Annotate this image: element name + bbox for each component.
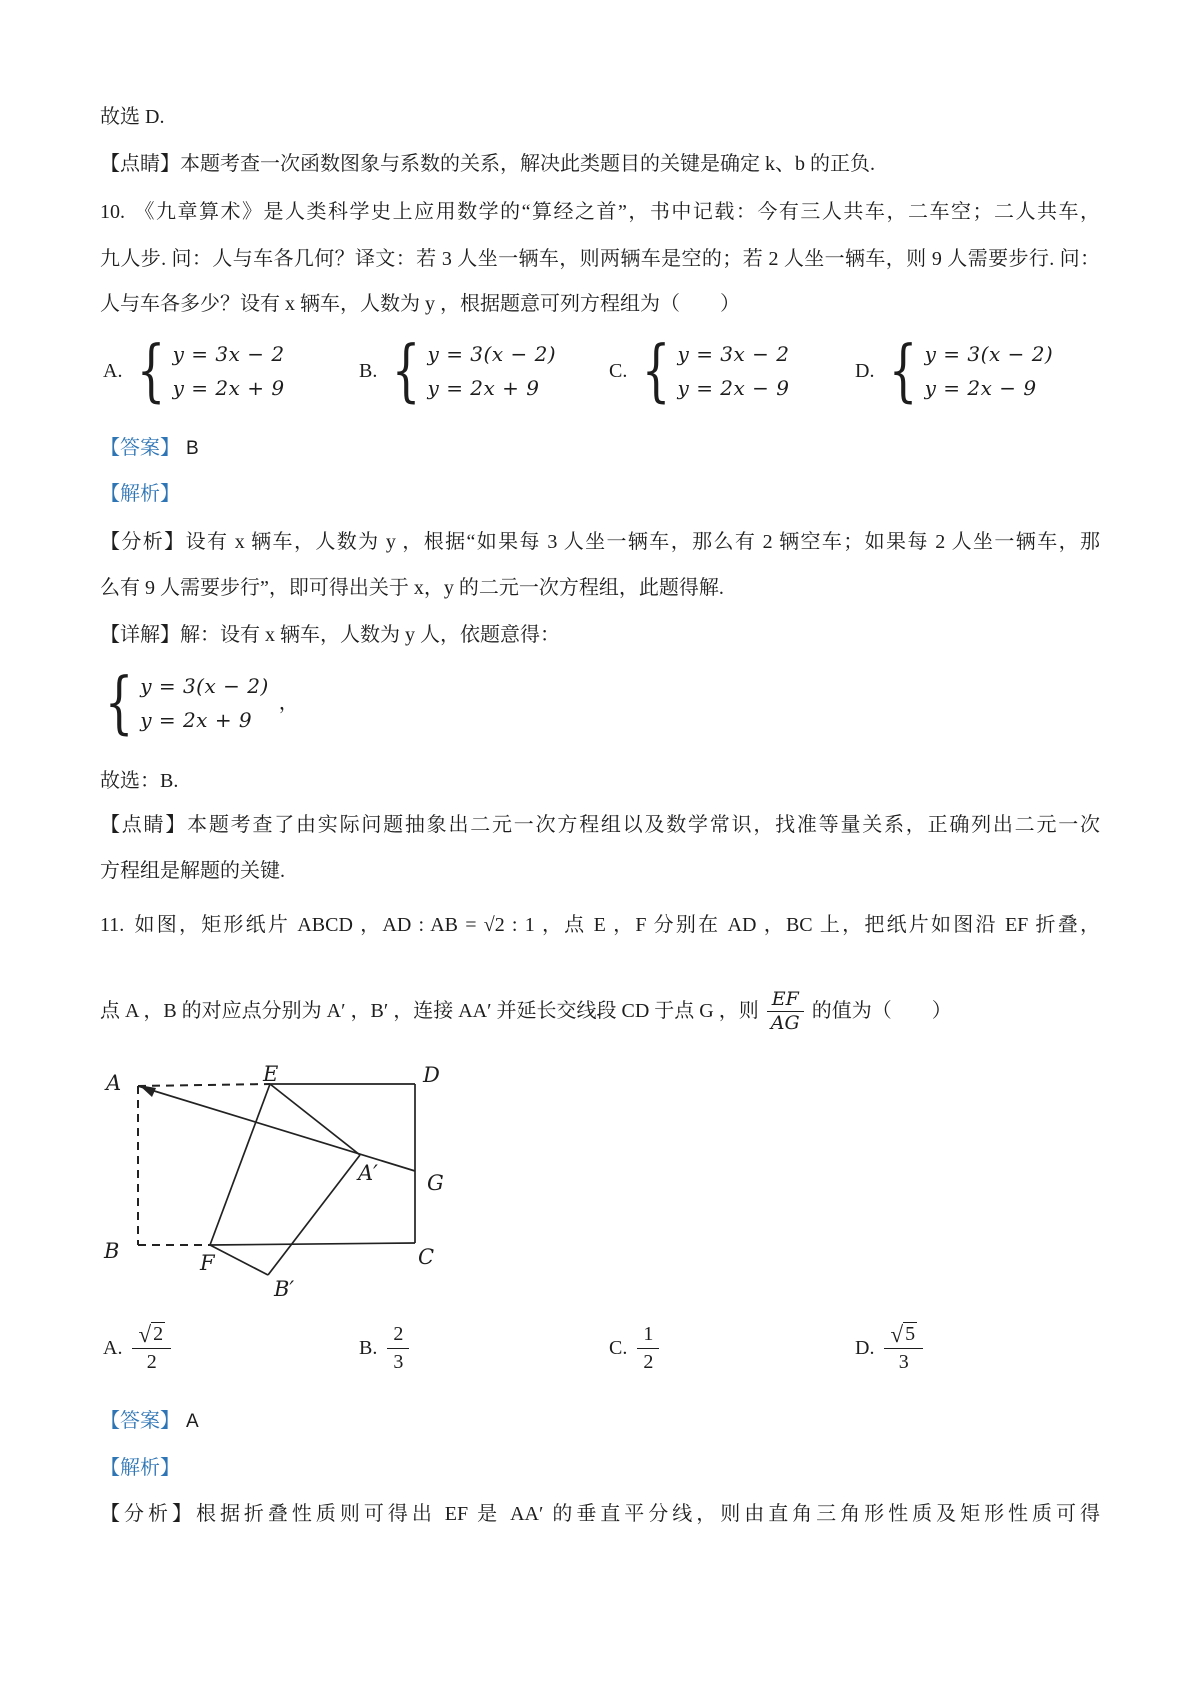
fraction: √ 2 2: [132, 1322, 171, 1374]
q10-options-row: [103, 331, 1103, 411]
figure-label-c: C: [418, 1245, 435, 1269]
figure-label-a-prime: A′: [358, 1161, 378, 1185]
q11-option-a: A. √ 2 2: [103, 1311, 171, 1385]
q10-note-line2: 方程组是解题的关键.: [100, 860, 285, 882]
q11-option-c: C. $\frac{1}{2}$: [609, 1311, 659, 1385]
q11-option-d: D. √ 5 3: [855, 1311, 923, 1385]
figure-label-g: G: [427, 1171, 444, 1195]
figure-segment-A-prime-B-prime: [268, 1155, 360, 1275]
brace-glyph: {: [104, 663, 134, 743]
sqrt-icon: √: [890, 1322, 904, 1348]
figure-segment-EA-prime: [270, 1084, 360, 1155]
q11-answer-line: [100, 1408, 1100, 1435]
q11-jiexi-line: [100, 1455, 1100, 1481]
dianjing-label: 【点睛】: [100, 153, 180, 175]
q10-detail-system: [100, 663, 1100, 743]
prev-note: 【点睛】本题考查一次函数图象与系数的关系，解决此类题目的关键是确定 k、b 的正负.: [100, 153, 875, 175]
figure-label-d: D: [423, 1063, 440, 1087]
q10-option-b: B. { y = 3(x − 2) y = 2x + 9: [359, 331, 557, 411]
q10-xiangjie-line: 【详解】解：设有 x 辆车，人数为 y 人，依题意得：: [100, 624, 560, 646]
q10-stem-line1: 10. 《九章算术》是人类科学史上应用数学的“算经之首”，书中记载：今有三人共车，二车空；二人共车，: [100, 201, 1100, 223]
system-tail-comma: ，: [278, 692, 299, 714]
q10-stem-line3: 人与车各多少？设有 x 辆车，人数为 y ，根据题意可列方程组为（ ）: [100, 293, 740, 315]
q10-fenxi-line1: 【分析】设有 x 辆车，人数为 y ，根据“如果每 3 人坐一辆车，那么有 2 辆空车；如果每 2 人坐一辆车，那: [100, 531, 1100, 553]
q11-number: 11.: [100, 914, 125, 936]
answer-value: B: [186, 438, 199, 459]
q10-number: 10.: [100, 201, 125, 223]
jiexi-label: 【解析】: [100, 483, 180, 505]
equation-system: { y = 3(x − 2) y = 2x − 9: [889, 331, 1054, 411]
brace-glyph: {: [137, 331, 166, 411]
inline-fraction-ef-ag: $\frac{EF}{AG}$: [767, 989, 804, 1034]
q11-figure: [100, 1058, 462, 1310]
equation-system: { y = 3x − 2 y = 2x + 9: [137, 331, 285, 411]
q10-jiexi-line: [100, 481, 1100, 507]
fenxi-label: 【分析】: [100, 1503, 196, 1525]
q10-option-c: C. { y = 3x − 2 y = 2x − 9: [609, 331, 790, 411]
fenxi-label: 【分析】: [100, 531, 186, 553]
q10-option-a: A. { y = 3x − 2 y = 2x + 9: [103, 331, 285, 411]
prev-conclusion: 故选 D.: [100, 106, 165, 128]
fraction: $\frac{1}{2}$: [637, 1323, 659, 1374]
figure-edge-AE-dashed: [138, 1084, 270, 1086]
figure-segment-AG: [138, 1086, 415, 1171]
figure-label-b-prime: B′: [274, 1277, 295, 1301]
answer-label: 【答案】: [100, 1410, 180, 1432]
q11-stem-line2: 点 A ，B 的对应点分别为 A′ ，B′ ，连接 AA′ 并延长交线段 CD 于点 G ，则 $\frac{EF}{AG}$ 的值为（ ）: [100, 987, 952, 1034]
q10-fenxi-line2: 么有 9 人需要步行”，即可得出关于 x，y 的二元一次方程组，此题得解.: [100, 577, 724, 599]
q11-fenxi-line: 【分析】根据折叠性质则可得出 EF 是 AA′ 的垂直平分线，则由直角三角形性质及矩形性质可得: [100, 1503, 1101, 1525]
figure-arrowhead-at-A: [139, 1085, 156, 1097]
brace-glyph: {: [642, 331, 671, 411]
dianjing-label: 【点睛】: [100, 814, 188, 836]
q10-stem-line2: 九人步. 问：人与车各几何？译文：若 3 人坐一辆车，则两辆车是空的；若 2 人坐一辆车，则 9 人需要步行. 问：: [100, 248, 1100, 270]
figure-fold-EF: [210, 1084, 270, 1245]
brace-glyph: {: [392, 331, 421, 411]
answer-value: A: [186, 1411, 199, 1432]
q10-note-line1: 【点睛】本题考查了由实际问题抽象出二元一次方程组以及数学常识，找准等量关系，正确列出二元一次: [100, 814, 1101, 836]
equation-system: { y = 3(x − 2) y = 2x + 9: [104, 663, 269, 743]
q11-option-b: B. $\frac{2}{3}$: [359, 1311, 409, 1385]
sqrt-icon: √: [138, 1322, 152, 1348]
answer-label: 【答案】: [100, 437, 180, 459]
equation-system: { y = 3x − 2 y = 2x − 9: [642, 331, 790, 411]
figure-label-b: B: [104, 1239, 120, 1263]
q11-stem-line1: 11. 如图，矩形纸片 ABCD ，AD : AB = √2 : 1 ，点 E ，F 分别在 AD ，BC 上，把纸片如图沿 EF 折叠，: [100, 914, 1100, 936]
q10-answer-line: [100, 435, 1100, 462]
figure-edge-FC: [210, 1243, 415, 1245]
figure-segment-FB-prime: [210, 1245, 268, 1275]
equation-system: { y = 3(x − 2) y = 2x + 9: [392, 331, 557, 411]
figure-label-f: F: [200, 1251, 215, 1275]
xiangjie-label: 【详解】: [100, 624, 180, 646]
fraction: $\frac{2}{3}$: [387, 1323, 409, 1374]
figure-label-a: A: [106, 1071, 122, 1095]
jiexi-label: 【解析】: [100, 1457, 180, 1479]
brace-glyph: {: [889, 331, 918, 411]
figure-label-e: E: [263, 1062, 279, 1086]
q10-conclusion: 故选：B.: [100, 770, 179, 792]
q10-option-d: D. { y = 3(x − 2) y = 2x − 9: [855, 331, 1054, 411]
q11-options-row: [103, 1311, 1103, 1385]
fraction: √ 5 3: [884, 1322, 923, 1374]
